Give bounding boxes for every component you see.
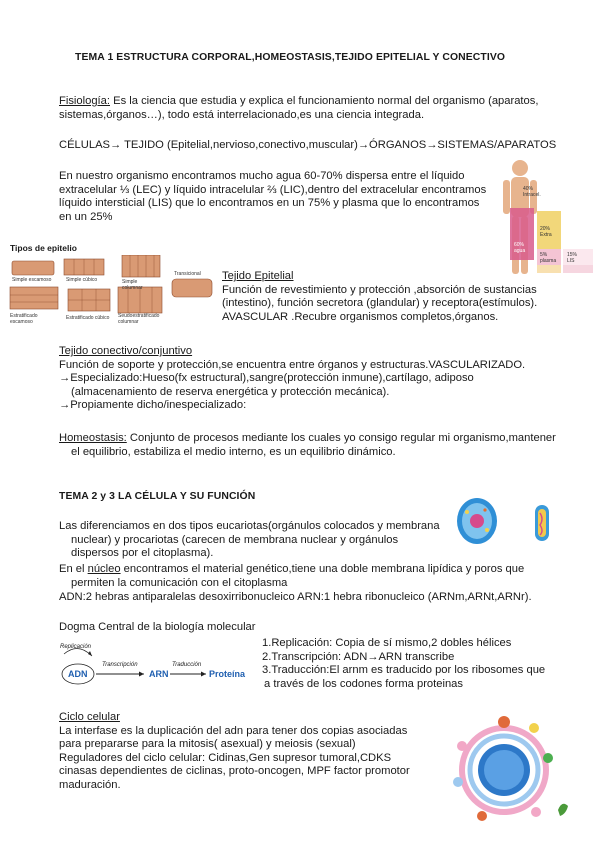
epitelial-line: AVASCULAR .Recubre organismos completos,órganos. bbox=[222, 310, 499, 323]
epithelium-label: Simple escamoso bbox=[12, 277, 52, 283]
ciclo-line: Reguladores del ciclo celular: Cidinas,Gen supresor tumoral,CDKS bbox=[59, 751, 392, 764]
epithelium-label: Seudoestratificado columnar bbox=[118, 313, 160, 325]
agua-line: extracelular ⅓ (LEC) y líquido intracelular ⅔ (LIC),dentro del extracelular encontramos bbox=[59, 183, 487, 196]
epithelium-label: Estratificado escamoso bbox=[10, 313, 38, 325]
nucleo-term: núcleo bbox=[87, 563, 121, 575]
dogma-traduccion-label: Traducción bbox=[172, 662, 202, 668]
dogma-steps bbox=[262, 637, 582, 691]
epitelial-term: Tejido Epitelial bbox=[222, 270, 294, 282]
prokaryotic-cell-icon bbox=[532, 503, 552, 543]
epithelium-label: Transicional bbox=[174, 271, 201, 277]
dogma-title: Dogma Central de la biología molecular bbox=[59, 621, 256, 633]
epitelial-line: (intestino), función secretora (glandular) y receptora(estímulos). bbox=[222, 297, 538, 310]
body-label: 60% agua bbox=[514, 242, 526, 254]
epithelium-label: Simple cúbico bbox=[66, 277, 98, 283]
nucleo-line-2: permiten la comunicación con el citoplasma bbox=[71, 576, 288, 589]
homeostasis-text: Conjunto de procesos mediante los cuales yo consigo regular mi organismo,mantener bbox=[126, 432, 556, 444]
ciclo-paragraph bbox=[59, 711, 439, 793]
nucleo-paragraph bbox=[59, 563, 559, 590]
cell-line: Las diferenciamos en dos tipos eucariotas(orgánulos colocados y membrana bbox=[59, 520, 440, 532]
conectivo-line: (almacenamiento de reserva energética y protección mecánica). bbox=[71, 385, 390, 398]
body-label: 5% plasma bbox=[540, 252, 557, 264]
hierarchy-line: CÉLULAS→ TEJIDO (Epitelial,nervioso,conectivo,muscular)→ÓRGANOS→SISTEMAS/APARATOS bbox=[59, 139, 557, 151]
dogma-replicacion-label: Replicación bbox=[60, 644, 92, 650]
homeostasis-paragraph bbox=[59, 432, 579, 459]
ciclo-line: maduración. bbox=[59, 778, 121, 791]
conectivo-term: Tejido conectivo/conjuntivo bbox=[59, 345, 193, 357]
fisiologia-paragraph bbox=[59, 95, 539, 122]
agua-paragraph bbox=[59, 170, 499, 224]
body-composition-figure bbox=[497, 158, 599, 276]
epithelium-label: Estratificado cúbico bbox=[66, 315, 110, 321]
tema2-title: TEMA 2 y 3 LA CÉLULA Y SU FUNCIÓN bbox=[59, 491, 256, 502]
adn-line: ADN:2 hebras antiparalelas desoxirribonucleico ARN:1 hebra ribonucleico (ARNm,ARNt,ARNr). bbox=[59, 591, 532, 603]
fisiologia-text-2: sistemas,órganos…), todo está interrelacionado,es una ciencia integrada. bbox=[59, 108, 425, 121]
fisiologia-text: Es la ciencia que estudia y explica el funcionamiento normal del organismo (aparatos, bbox=[110, 95, 539, 107]
agua-line: líquido intersticial (LIS) que lo encontramos en un 75% y plasma que lo encontramos bbox=[59, 197, 480, 210]
nucleo-pre: En el bbox=[59, 563, 88, 575]
dogma-step: 3.Traducción:El arnm es traducido por los ribosomes que bbox=[262, 664, 546, 677]
tema1-title: TEMA 1 ESTRUCTURA CORPORAL,HOMEOSTASIS,TEJIDO EPITELIAL Y CONECTIVO bbox=[75, 52, 506, 63]
nucleo-post: encontramos el material genético,tiene una doble membrana lipídica y poros que bbox=[120, 563, 525, 575]
body-label: 40% Intracel. bbox=[523, 186, 541, 198]
dogma-adn-label: ADN bbox=[68, 669, 88, 679]
conectivo-paragraph bbox=[59, 345, 579, 413]
ciclo-line: cinasas dependientes de ciclinas, proto-oncogen, MPF factor promotor bbox=[59, 765, 410, 778]
ciclo-term: Ciclo celular bbox=[59, 711, 120, 723]
body-label: 15% LIS bbox=[567, 252, 578, 264]
dogma-arn-label: ARN bbox=[149, 669, 169, 679]
cell-cycle-figure-icon bbox=[440, 712, 572, 830]
conectivo-line: Función de soporte y protección,se encuentra entre órganos y estructuras.VASCULARIZADO. bbox=[59, 358, 526, 371]
eukaryotic-cell-icon bbox=[455, 496, 499, 546]
fisiologia-term: Fisiología: bbox=[59, 95, 110, 107]
cell-line: nuclear) y procariotas (carecen de membrana nuclear y orgánulos bbox=[71, 533, 399, 546]
epitelial-line: Función de revestimiento y protección ,absorción de sustancias bbox=[222, 283, 537, 296]
homeostasis-term: Homeostasis: bbox=[59, 432, 127, 444]
dogma-diagram bbox=[56, 642, 256, 692]
epitelial-paragraph bbox=[222, 270, 592, 324]
dogma-step: a través de los codones forma proteinas bbox=[264, 677, 463, 690]
agua-line: En nuestro organismo encontramos mucho agua 60-70% dispersa entre el líquido bbox=[59, 170, 465, 182]
ciclo-line: La interfase es la duplicación del adn para tener dos copias asociadas bbox=[59, 724, 408, 737]
conectivo-line: →Propiamente dicho/inespecializado: bbox=[59, 399, 247, 412]
epithelium-types-figure bbox=[6, 243, 216, 331]
cell-line: dispersos por el citoplasma). bbox=[71, 547, 214, 560]
homeostasis-text-2: el equilibrio, estabiliza el medio interno, es un equilibrio dinámico. bbox=[71, 445, 396, 458]
body-label: 20% Extra bbox=[540, 226, 552, 238]
epithelium-figure-title: Tipos de epitelio bbox=[10, 243, 77, 253]
dogma-step: 1.Replicación: Copia de sí mismo,2 dobles hélices bbox=[262, 637, 512, 649]
dogma-transcripcion-label: Transcripción bbox=[102, 662, 138, 668]
dogma-proteina-label: Proteína bbox=[209, 669, 246, 679]
conectivo-line: →Especializado:Hueso(fx estructural),sangre(protección inmune),cartílago, adiposo bbox=[59, 372, 474, 385]
cell-types-paragraph bbox=[59, 520, 449, 561]
agua-line: en un 25% bbox=[59, 210, 113, 223]
dogma-step: 2.Transcripción: ADN→ARN transcribe bbox=[262, 650, 455, 663]
ciclo-line: para prepararse para la mitosis( asexual) y meiosis (sexual) bbox=[59, 738, 356, 751]
epithelium-label: Simple columnar bbox=[122, 279, 143, 291]
